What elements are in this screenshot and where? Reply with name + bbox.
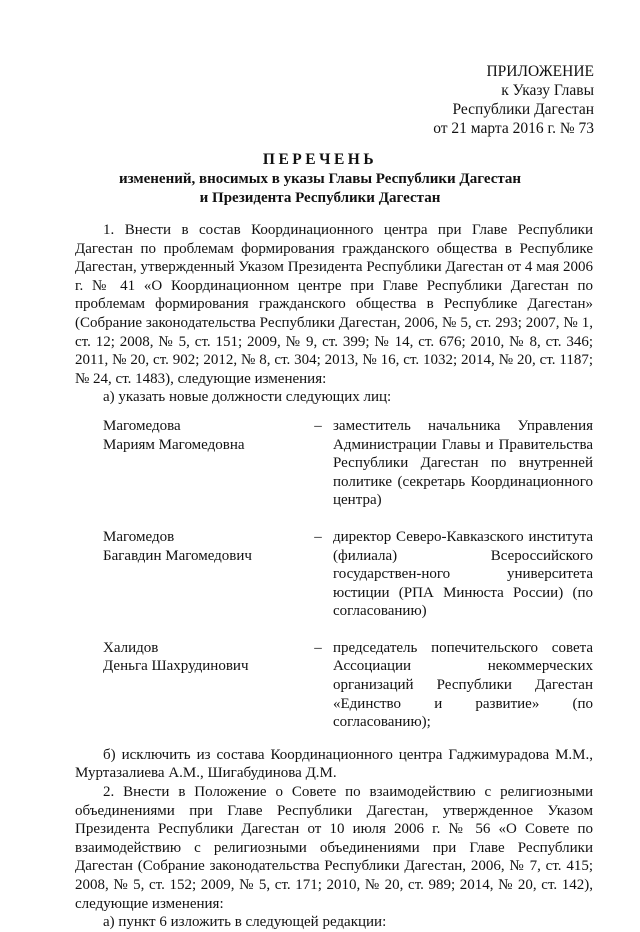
person-name: [75, 639, 303, 732]
person-dash: –: [314, 639, 322, 656]
heading-block: [60, 150, 580, 208]
person-given-name: Деньга Шахрудинович: [103, 658, 249, 675]
subtitle-line-1: изменений, вносимых в указы Главы Республики Дагестан: [118, 171, 522, 187]
person-name: [75, 528, 303, 621]
person-surname: Магомедова: [103, 417, 181, 434]
document-body: [75, 221, 593, 932]
section-2-item-a: а) пункт 6 изложить в следующей редакции:: [103, 914, 387, 931]
appendix-republic: Республики Дагестан: [452, 101, 594, 118]
section-1-item-b: б) исключить из состава Координационного центра Гаджимурадова М.М., Муртазалиева А.М., Шигабудинова Д.М.: [75, 746, 593, 782]
person-entry: [75, 528, 593, 621]
person-surname: Халидов: [103, 639, 159, 656]
document-title: ПЕРЕЧЕНЬ: [262, 151, 378, 168]
person-given-name: Мариям Магомедовна: [103, 436, 245, 453]
person-given-name: Багавдин Магомедович: [103, 547, 252, 564]
person-position: заместитель начальника Управления Администрации Главы и Правительства Республики Дагестан по внутренней политике (секретарь Координационного центра): [333, 417, 593, 509]
document-subtitle: [60, 170, 580, 208]
appendix-date: от 21 марта 2016 г. № 73: [433, 120, 594, 137]
person-position: директор Северо-Кавказского института (филиала) Всероссийского государствен-ного университета юстиции (РПА Минюста России) (по согласованию): [333, 528, 593, 620]
person-name: [75, 417, 303, 510]
person-entry: [75, 417, 593, 510]
person-surname: Магомедов: [103, 528, 175, 545]
subtitle-line-2: и Президента Республики Дагестан: [199, 190, 441, 206]
person-dash: –: [314, 417, 322, 434]
person-dash: –: [314, 528, 322, 545]
persons-list: [75, 417, 593, 732]
section-1-text: 1. Внести в состав Координационного центра при Главе Республики Дагестан по проблемам формирования гражданского общества в Республике Дагестан, утвержденный Указом Президента Республики Дагестан от 4 мая 2006 г. № 41 «О Координационном центре при Главе Республики Дагестан по проблемам формирования гражданского общества в Республике Дагестан» (Собрание законодательства Республики Дагестан, 2006, № 5, ст. 293; 2007, № 1, ст. 12; 2008, № 5, ст. 151; 2009, № 9, ст. 399; № 14, ст. 676; 2010, № 8, ст. 346; 2011, № 20, ст. 902; 2012, № 8, ст. 304; 2013, № 16, ст. 1032; 2014, № 20, ст. 1187; № 24, ст. 1483), следующие изменения:: [75, 222, 593, 387]
appendix-label: ПРИЛОЖЕНИЕ: [486, 63, 594, 80]
section-2-text: 2. Внести в Положение о Совете по взаимодействию с религиозными объединениями при Главе Республики Дагестан, утвержденное Указом Президента Республики Дагестан от 10 июля 2006 г. № 56 «О Совете по взаимодействию с религиозными объединениями при Главе Республики Дагестан (Собрание законодательства Республики Дагестан, 2006, № 7, ст. 415; 2008, № 5, ст. 152; 2009, № 5, ст. 171; 2010, № 20, ст. 989; 2014, № 20, ст. 142), следующие изменения:: [75, 784, 593, 912]
person-position: председатель попечительского совета Ассоциации некоммерческих организаций Республики Дагестан «Единство и развитие» (по согласованию);: [333, 639, 593, 731]
section-1-item-a: а) указать новые должности следующих лиц:: [103, 389, 392, 406]
appendix-block: [394, 62, 594, 138]
person-entry: [75, 639, 593, 732]
appendix-decree: к Указу Главы: [501, 82, 594, 99]
